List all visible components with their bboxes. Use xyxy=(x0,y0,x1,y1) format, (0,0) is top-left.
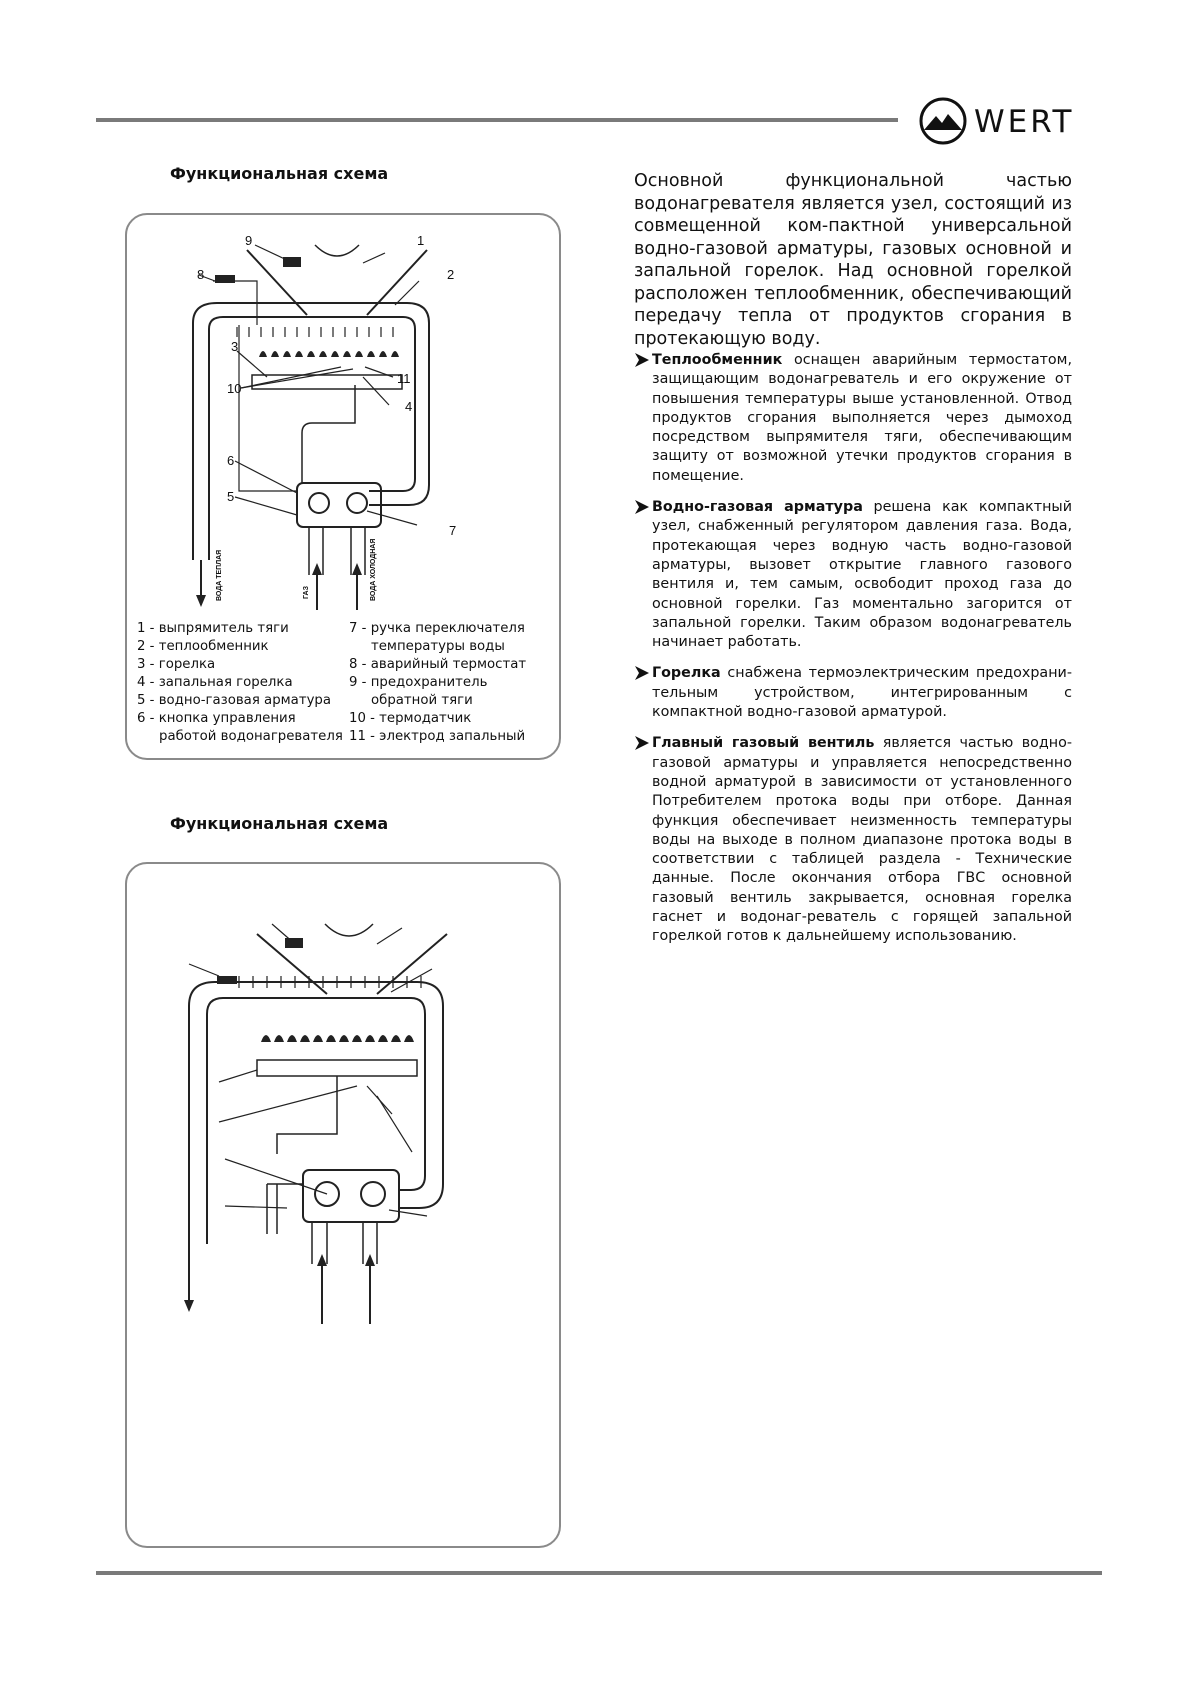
legend-item: 8 - аварийный термостат xyxy=(349,657,527,672)
footer-rule xyxy=(96,1571,1102,1575)
legend-item: температуры воды xyxy=(371,639,505,654)
callout-3: 3 xyxy=(231,339,239,354)
callout-2: 2 xyxy=(447,267,455,282)
wert-logo xyxy=(918,96,1104,152)
intro-paragraph: Основной функциональной частью водонагревателя является узел, состоящий из совмещенной ком-пактной универсальной водно-газовой арматуры, газовых основной и запальной горелок. Над основной горелкой расположен теплообменник, обеспечивающий передачу тепла от продуктов сгорания в протекающую воду. xyxy=(634,171,1072,349)
bullet-heat-exchanger xyxy=(634,351,1072,486)
bullet-title: Главный газовый вентиль xyxy=(652,735,875,752)
legend-item: работой водонагревателя xyxy=(159,729,343,744)
flame-row xyxy=(259,351,399,357)
callout-4: 4 xyxy=(405,399,413,414)
mountain-logo-icon xyxy=(918,96,968,146)
arrow-bullet-icon xyxy=(634,499,650,515)
legend-item: 2 - теплообменник xyxy=(137,639,269,654)
callout-6: 6 xyxy=(227,453,235,468)
legend-item: 1 - выпрямитель тяги xyxy=(137,621,289,636)
gas-label: ГАЗ xyxy=(303,586,310,599)
bullet-burner xyxy=(634,664,1072,722)
callout-7: 7 xyxy=(449,523,457,538)
callout-10: 10 xyxy=(227,381,242,396)
header-rule xyxy=(96,118,898,122)
legend-item: 10 - термодатчик xyxy=(349,711,472,726)
bullet-text: решена как компактный узел, снабженный регулятором давления газа. Вода, протекающая через водную часть водно-газовой арматуры, вызовет открытие главного газового вентиля и, тем самым, освободит проход газа до основной горелки. Газ моментально загорится от запальной горелки. Таким образом водонагреватель начинает работать. xyxy=(652,499,1072,651)
bullet-title: Теплообменник xyxy=(652,352,783,368)
hot-water-label: ВОДА ТЕПЛАЯ xyxy=(216,549,223,601)
legend-item: 3 - горелка xyxy=(137,657,216,672)
water-heater-schema-2 xyxy=(127,864,559,1546)
callout-9: 9 xyxy=(245,233,253,248)
callout-11: 11 xyxy=(397,371,411,386)
diagram2-frame xyxy=(125,862,561,1548)
bullet-text: снабжена термоэлектрическим предохрани-тельным устройством, интегрированным с компактной водно-газовой арматурой. xyxy=(652,665,1072,721)
flame-row xyxy=(261,1035,414,1042)
section1-title: Функциональная схема xyxy=(170,164,389,183)
legend-left xyxy=(137,620,343,746)
callout-5: 5 xyxy=(227,489,235,504)
bullet-text: оснащен аварийным термостатом, защищающим водонагреватель и его окружение от повышения температуры выше установленной. Отвод продуктов сгорания выполняется через дымоход посредством выпрямителя тяги, обеспечивающим защиту от возможной утечки продуктов сгорания в помещение. xyxy=(652,352,1072,484)
bullet-main-gas-valve xyxy=(634,734,1072,946)
callout-1: 1 xyxy=(417,233,425,248)
arrow-bullet-icon xyxy=(634,665,650,681)
section2-title: Функциональная схема xyxy=(170,814,389,833)
legend-item: 9 - предохранитель xyxy=(349,675,488,690)
cold-water-label: ВОДА ХОЛОДНАЯ xyxy=(370,538,377,601)
legend-item: 7 - ручка переключателя xyxy=(349,621,525,636)
brand-name: WERT xyxy=(974,104,1075,140)
legend-item: 4 - запальная горелка xyxy=(137,675,293,690)
legend-item: 6 - кнопка управления xyxy=(137,711,296,726)
legend-item: 5 - водно-газовая арматура xyxy=(137,693,332,708)
bullet-title: Водно-газовая арматура xyxy=(652,499,863,516)
callout-8: 8 xyxy=(197,267,205,282)
diagram1-frame xyxy=(125,213,561,760)
bullet-text: является частью водно-газовой арматуры и управляется непосредственно водной арматурой в зависимости от установленного Потребителем протока воды при отборе. Данная функция обеспечивает неизменность температуры воды на выходе в полном диапазоне протока воды в соответствии с таблицей раздела - Технические данные. После окончания отбора ГВС основной газовый вентиль закрывается, основная горелка гаснет и водонаг-реватель с горящей запальной горелкой готов к дальнейшему использованию. xyxy=(652,735,1073,945)
legend-item: 11 - электрод запальный xyxy=(349,729,526,744)
bullet-gas-water-valve xyxy=(634,498,1072,652)
bullet-title: Горелка xyxy=(652,665,721,682)
legend-right xyxy=(349,620,526,746)
arrow-bullet-icon xyxy=(634,735,650,751)
arrow-bullet-icon xyxy=(634,352,650,368)
component-descriptions xyxy=(634,351,1072,959)
legend-item: обратной тяги xyxy=(371,693,473,708)
